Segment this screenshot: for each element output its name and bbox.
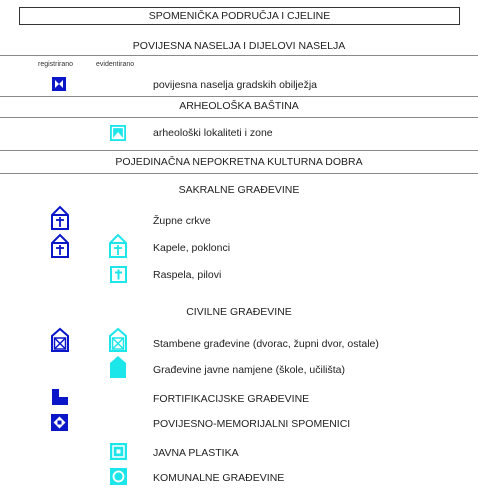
legend-label-chapels: Kapele, poklonci [153, 242, 231, 254]
house-x-icon [51, 328, 69, 352]
legend-label-parish-churches: Župne crkve [153, 215, 211, 227]
church-cross-icon [109, 234, 127, 258]
section-civil: CIVILNE GRAĐEVINE [186, 306, 292, 318]
legend-label-fortification: FORTIFIKACIJSKE GRAĐEVINE [153, 393, 310, 405]
church-cross-icon [51, 234, 69, 258]
section-historic-settlements: POVIJESNA NASELJA I DIJELOVI NASELJA [132, 40, 346, 52]
divider [0, 173, 478, 174]
legend-title: SPOMENIČKA PODRUČJA I CJELINE [19, 7, 460, 25]
memorial-diamond-icon [51, 414, 68, 431]
church-cross-icon [51, 206, 69, 230]
house-x-icon [109, 328, 127, 352]
legend-label-residential: Stambene građevine (dvorac, župni dvor, ostale) [153, 338, 379, 350]
legend-label-archaeo-sites: arheološki lokaliteti i zone [153, 127, 273, 139]
section-sacral: SAKRALNE GRAĐEVINE [178, 184, 300, 196]
section-archaeology: ARHEOLOŠKA BAŠTINA [179, 100, 299, 112]
fortification-icon [52, 389, 68, 405]
legend-label-crucifixes: Raspela, pilovi [153, 269, 222, 281]
communal-circle-icon [110, 468, 127, 485]
legend-label-historic-town: povijesna naselja gradskih obilježja [153, 79, 318, 91]
section-single-monuments: POJEDINAČNA NEPOKRETNA KULTURNA DOBRA [115, 156, 363, 168]
archaeological-site-icon [110, 125, 126, 141]
house-icon [109, 355, 127, 379]
divider [0, 96, 478, 97]
divider [0, 150, 478, 151]
legend-label-memorial: POVIJESNO-MEMORIJALNI SPOMENICI [153, 418, 351, 430]
divider [0, 55, 478, 56]
divider [0, 117, 478, 118]
legend-label-public-buildings: Građevine javne namjene (škole, učilišta) [153, 364, 346, 376]
bowtie-square-icon [52, 77, 66, 91]
cross-square-icon [110, 266, 127, 283]
sculpture-square-icon [110, 443, 127, 460]
legend-label-sculpture: JAVNA PLASTIKA [153, 447, 239, 459]
column-evident-label: evidentirano [96, 61, 135, 68]
column-registered-label: registrirano [38, 61, 74, 68]
legend-label-communal: KOMUNALNE GRAĐEVINE [153, 472, 285, 484]
